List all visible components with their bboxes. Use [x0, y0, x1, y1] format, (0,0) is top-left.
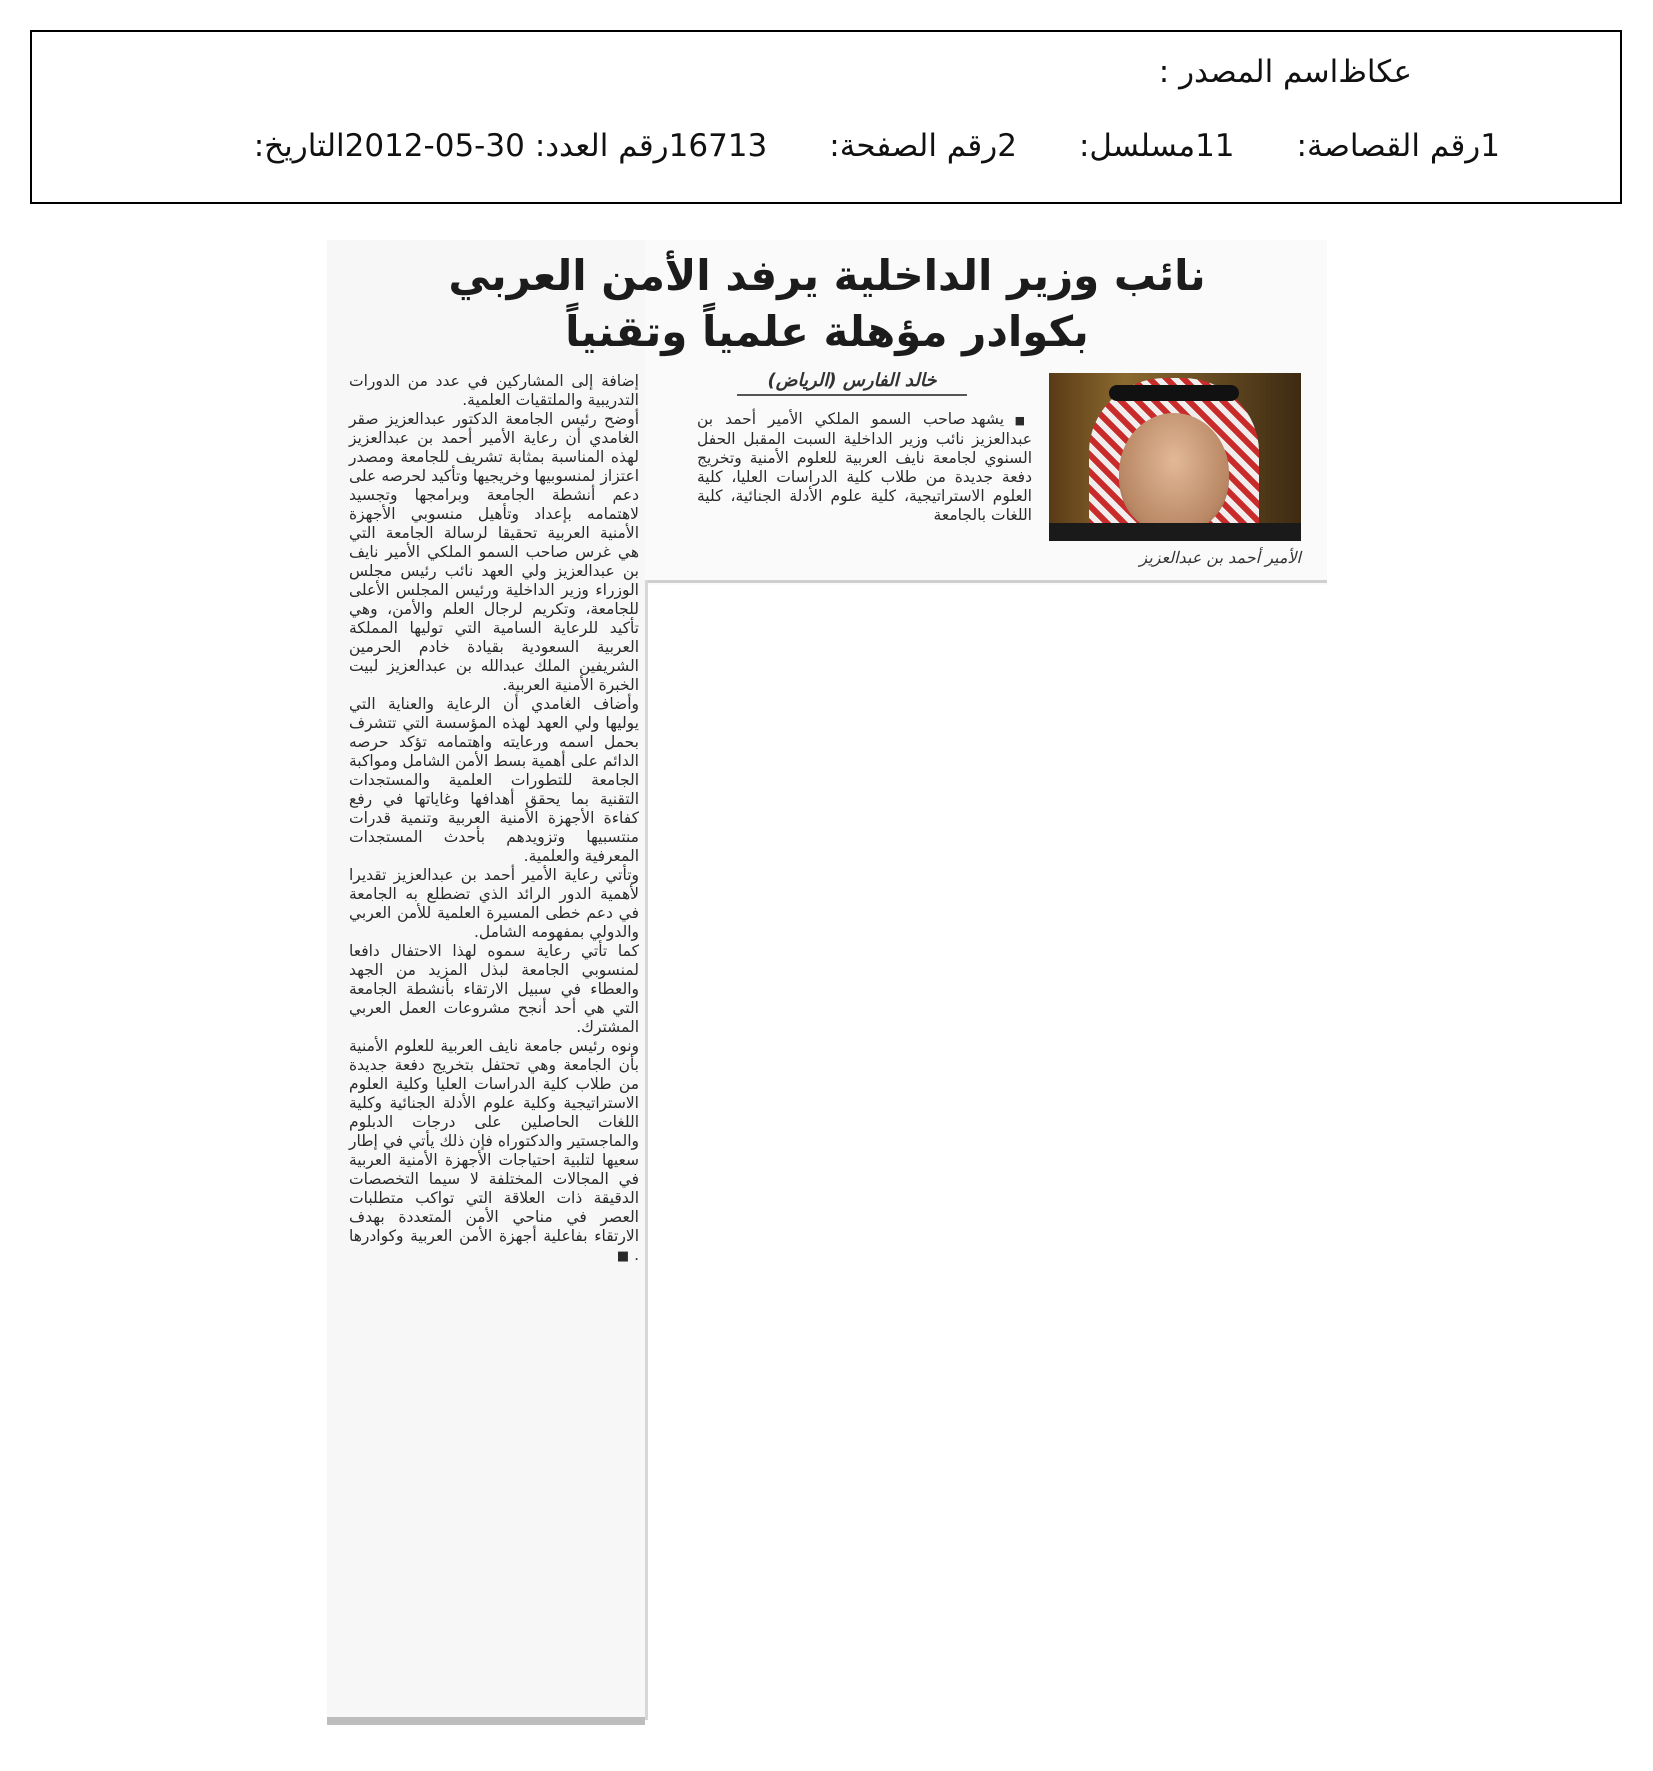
metadata-row-details — [254, 128, 1562, 164]
source-label: اسم المصدر : — [1158, 54, 1339, 90]
body-paragraph: وتأتي رعاية الأمير أحمد بن عبدالعزيز تقديرا لأهمية الدور الرائد الذي تضطلع به الجامعة في دعم خطى المسيرة العلمية للأمن العربي والدولي بمفهومه الشامل. — [349, 866, 639, 941]
body-paragraph — [349, 1037, 639, 1266]
body-paragraph-text: ونوه رئيس جامعة نايف العربية للعلوم الأمنية بأن الجامعة وهي تحتفل بتخريج دفعة جديدة من طلاب كلية الدراسات العليا وكلية العلوم الاستراتيجية وكلية علوم الأدلة الجنائية وكلية اللغات الحاصلين على درجات الدبلوم والماجستير والدكتوراه فإن ذلك يأتي في إطار سعيها لتلبية احتياجات الأجهزة الأمنية العربية في المجالات المختلفة لا سيما التخصصات الدقيقة ذات العلاقة التي تواكب متطلبات العصر في مناحي الأمن المتعددة بهدف الارتقاء بفاعلية أجهزة الأمن العربية وكوادرها . — [349, 1037, 639, 1264]
date-label: التاريخ: — [253, 128, 345, 164]
body-paragraph: وأضاف الغامدي أن الرعاية والعناية التي يوليها ولي العهد لهذه المؤسسة التي تتشرف بحمل اسمه ورعايته واهتمامه تؤكد حرصه الدائم على أهمية بسط الأمن الشامل ومواكبة الجامعة للتطورات العلمية والمستجدات التقنية بما يحقق أهدافها وغاياتها في رفع كفاءة الأجهزة الأمنية العربية وتنمية قدرات منتسبيها وتزويدهم بأحدث المستجدات المعرفية والعلمية. — [349, 695, 639, 865]
article-headline — [367, 248, 1287, 360]
issue-field — [535, 128, 777, 164]
page-field — [829, 128, 1027, 164]
metadata-row-source — [1159, 54, 1562, 90]
agal-shape — [1109, 385, 1239, 401]
issue-value: 16713 — [668, 128, 768, 164]
body-paragraph: أوضح رئيس الجامعة الدكتور عبدالعزيز صقر الغامدي أن رعاية الأمير أحمد بن عبدالعزيز لهذه المناسبة بمثابة تشريف للجامعة ومصدر اعتزاز لمنسوبيها وخريجيها وتأكيد لحرصه على دعم أنشطة الجامعة وبرامجها وتجسيد لاهتمامه بإعداد وتأهيل منسوبي الأجهزة الأمنية العربية تحقيقا لرسالة الجامعة التي هي غرس صاحب السمو الملكي الأمير نايف بن عبدالعزيز ولي العهد نائب رئيس مجلس الوزراء وزير الداخلية ورئيس المجلس الأعلى للجامعة، وتكريم لرجال العلم والأمن، وهي تأكيد للرعاية السامية التي توليها المملكة العربية السعودية بقيادة خادم الحرمين الشريفين الملك عبدالله بن عبدالعزيز لبيت الخبرة الأمنية العربية. — [349, 410, 639, 694]
clipping-edge-horizontal — [645, 580, 1327, 583]
headline-line-2: بكوادر مؤهلة علمياً وتقنياً — [565, 307, 1089, 356]
clip-number-field — [1297, 128, 1510, 164]
issue-label: رقم العدد: — [534, 128, 669, 164]
article-lead-column: ■ يشهد صاحب السمو الملكي الأمير أحمد بن عبدالعزيز نائب وزير الداخلية السبت المقبل الحفل السنوي لجامعة نايف العربية للعلوم الأمنية وتخريج دفعة جديدة من طلاب كلية الدراسات العليا، كلية العلوم الاستراتيجية، كلية علوم الأدلة الجنائية، كلية اللغات بالجامعة — [697, 410, 1032, 525]
serial-label: مسلسل: — [1078, 128, 1196, 164]
body-paragraph: إضافة إلى المشاركين في عدد من الدورات التدريبية والملتقيات العلمية. — [349, 372, 639, 409]
article-byline: خالد الفارس (الرياض) — [737, 370, 967, 396]
clipping-edge-bottom — [327, 1717, 645, 1725]
photo-caption: الأمير أحمد بن عبدالعزيز — [1139, 548, 1301, 567]
source-value: عكاظ — [1338, 54, 1412, 90]
portrait-photo — [1049, 373, 1301, 541]
date-field — [254, 128, 535, 164]
headline-line-1: نائب وزير الداخلية يرفد الأمن العربي — [448, 251, 1206, 300]
article-body-column — [349, 372, 639, 1266]
serial-value: 11 — [1195, 128, 1235, 164]
cloak-shape — [1049, 523, 1301, 541]
date-value: 2012-05-30 — [344, 128, 525, 164]
clipping-edge-vertical — [645, 580, 648, 1720]
page-label: رقم الصفحة: — [829, 128, 998, 164]
body-paragraph: كما تأتي رعاية سموه لهذا الاحتفال دافعا لمنسوبي الجامعة لبذل المزيد من الجهد والعطاء في سبيل الارتقاء بأنشطة الجامعة التي هي أحد أنجح مشروعات العمل العربي المشترك. — [349, 942, 639, 1036]
source-field — [1159, 54, 1562, 90]
newspaper-clipping — [327, 240, 1327, 1720]
clip-number-value: 1 — [1480, 128, 1500, 164]
end-of-article-mark: ■ — [616, 1249, 630, 1264]
face-shape — [1119, 413, 1229, 533]
page-value: 2 — [997, 128, 1017, 164]
serial-field — [1079, 128, 1245, 164]
clip-number-label: رقم القصاصة: — [1296, 128, 1481, 164]
clipping-metadata-box — [30, 30, 1622, 204]
